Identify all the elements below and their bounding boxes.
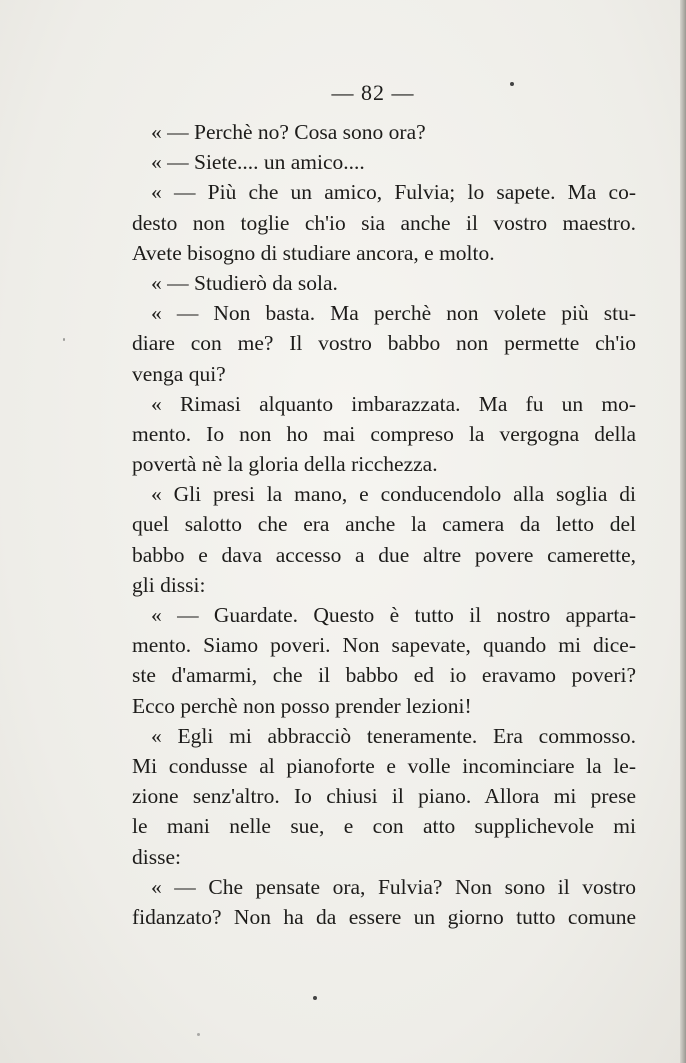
text-line: « — Più che un amico, Fulvia; lo sapete. Ma co- (151, 180, 636, 205)
paper-speck (510, 82, 514, 86)
text-line: « — Che pensate ora, Fulvia? Non sono il vostro (151, 874, 636, 899)
paper-speck (313, 996, 317, 1000)
text-line: le mani nelle sue, e con atto supplichevole mi (132, 814, 636, 839)
text-line: gli dissi: (132, 572, 206, 597)
text-line: « — Guardate. Questo è tutto il nostro apparta- (151, 603, 636, 627)
text-line: ste d'amarmi, che il babbo ed io eravamo poveri? (132, 663, 636, 688)
text-line: « Gli presi la mano, e conducendolo alla soglia di (151, 482, 636, 507)
text-line: quel salotto che era anche la camera da letto del (132, 512, 636, 537)
page-edge-shadow (680, 0, 686, 1063)
text-line: babbo e dava accesso a due altre povere camerette, (132, 542, 636, 567)
paper-speck (63, 338, 65, 341)
text-line: povertà nè la gloria della ricchezza. (132, 452, 438, 477)
text-line: « — Siete.... un amico.... (151, 150, 365, 175)
body-text (132, 117, 636, 932)
text-line: disse: (132, 844, 181, 869)
text-line: fidanzato? Non ha da essere un giorno tutto comune (132, 904, 636, 929)
text-line: « Rimasi alquanto imbarazzata. Ma fu un mo- (151, 391, 636, 416)
text-line: Ecco perchè non posso prender lezioni! (132, 693, 472, 718)
text-line: « — Perchè no? Cosa sono ora? (151, 120, 426, 144)
text-line: desto non toglie ch'io sia anche il vostro maestro. (132, 210, 636, 235)
text-line: venga qui? (132, 361, 226, 386)
paper-speck (197, 1033, 200, 1036)
text-line: « Egli mi abbracciò teneramente. Era commosso. (151, 723, 636, 748)
text-line: mento. Io non ho mai compreso la vergogna della (132, 421, 636, 446)
text-line: Avete bisogno di studiare ancora, e molto. (132, 240, 495, 265)
text-line: Mi condusse al pianoforte e volle incominciare la le- (132, 753, 636, 778)
text-line: zione senz'altro. Io chiusi il piano. Allora mi prese (132, 784, 636, 809)
text-line: « — Studierò da sola. (151, 270, 338, 295)
text-line: « — Non basta. Ma perchè non volete più stu- (151, 301, 636, 326)
text-line: mento. Siamo poveri. Non sapevate, quando mi dice- (132, 633, 636, 658)
page-number: — 82 — (331, 80, 415, 105)
text-line: diare con me? Il vostro babbo non permette ch'io (132, 331, 636, 356)
